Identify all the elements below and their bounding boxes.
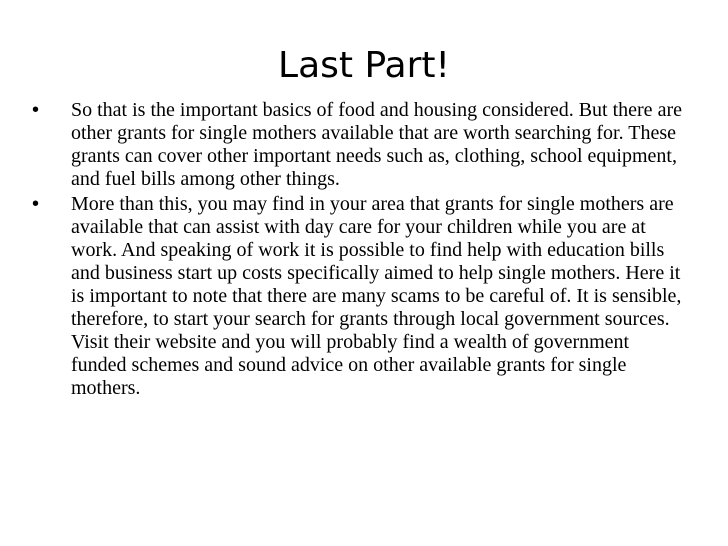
bullet-item-1 [28, 99, 688, 191]
bullet-text-1: So that is the important basics of food and housing considered. But there are other grants for single mothers available that are worth searching for. These grants can cover other important needs such as, clothing, school equipment, and fuel bills among other things. [71, 99, 682, 190]
slide-title: Last Part! [278, 45, 450, 86]
bullet-list [28, 99, 688, 402]
bullet-marker: • [32, 193, 40, 215]
bullet-item-2 [28, 193, 688, 400]
bullet-text-2: More than this, you may find in your area that grants for single mothers are available that can assist with day care for your children while you are at work. And speaking of work it is possible to find help with education bills and business start up costs specifically aimed to help single mothers. Here it is important to note that there are many scams to be careful of. It is sensible, therefore, to start your search for grants through local government sources. Visit their website and you will probably find a wealth of government funded schemes and sound advice on other available grants for single mothers. [71, 193, 682, 399]
bullet-marker: • [32, 99, 40, 121]
